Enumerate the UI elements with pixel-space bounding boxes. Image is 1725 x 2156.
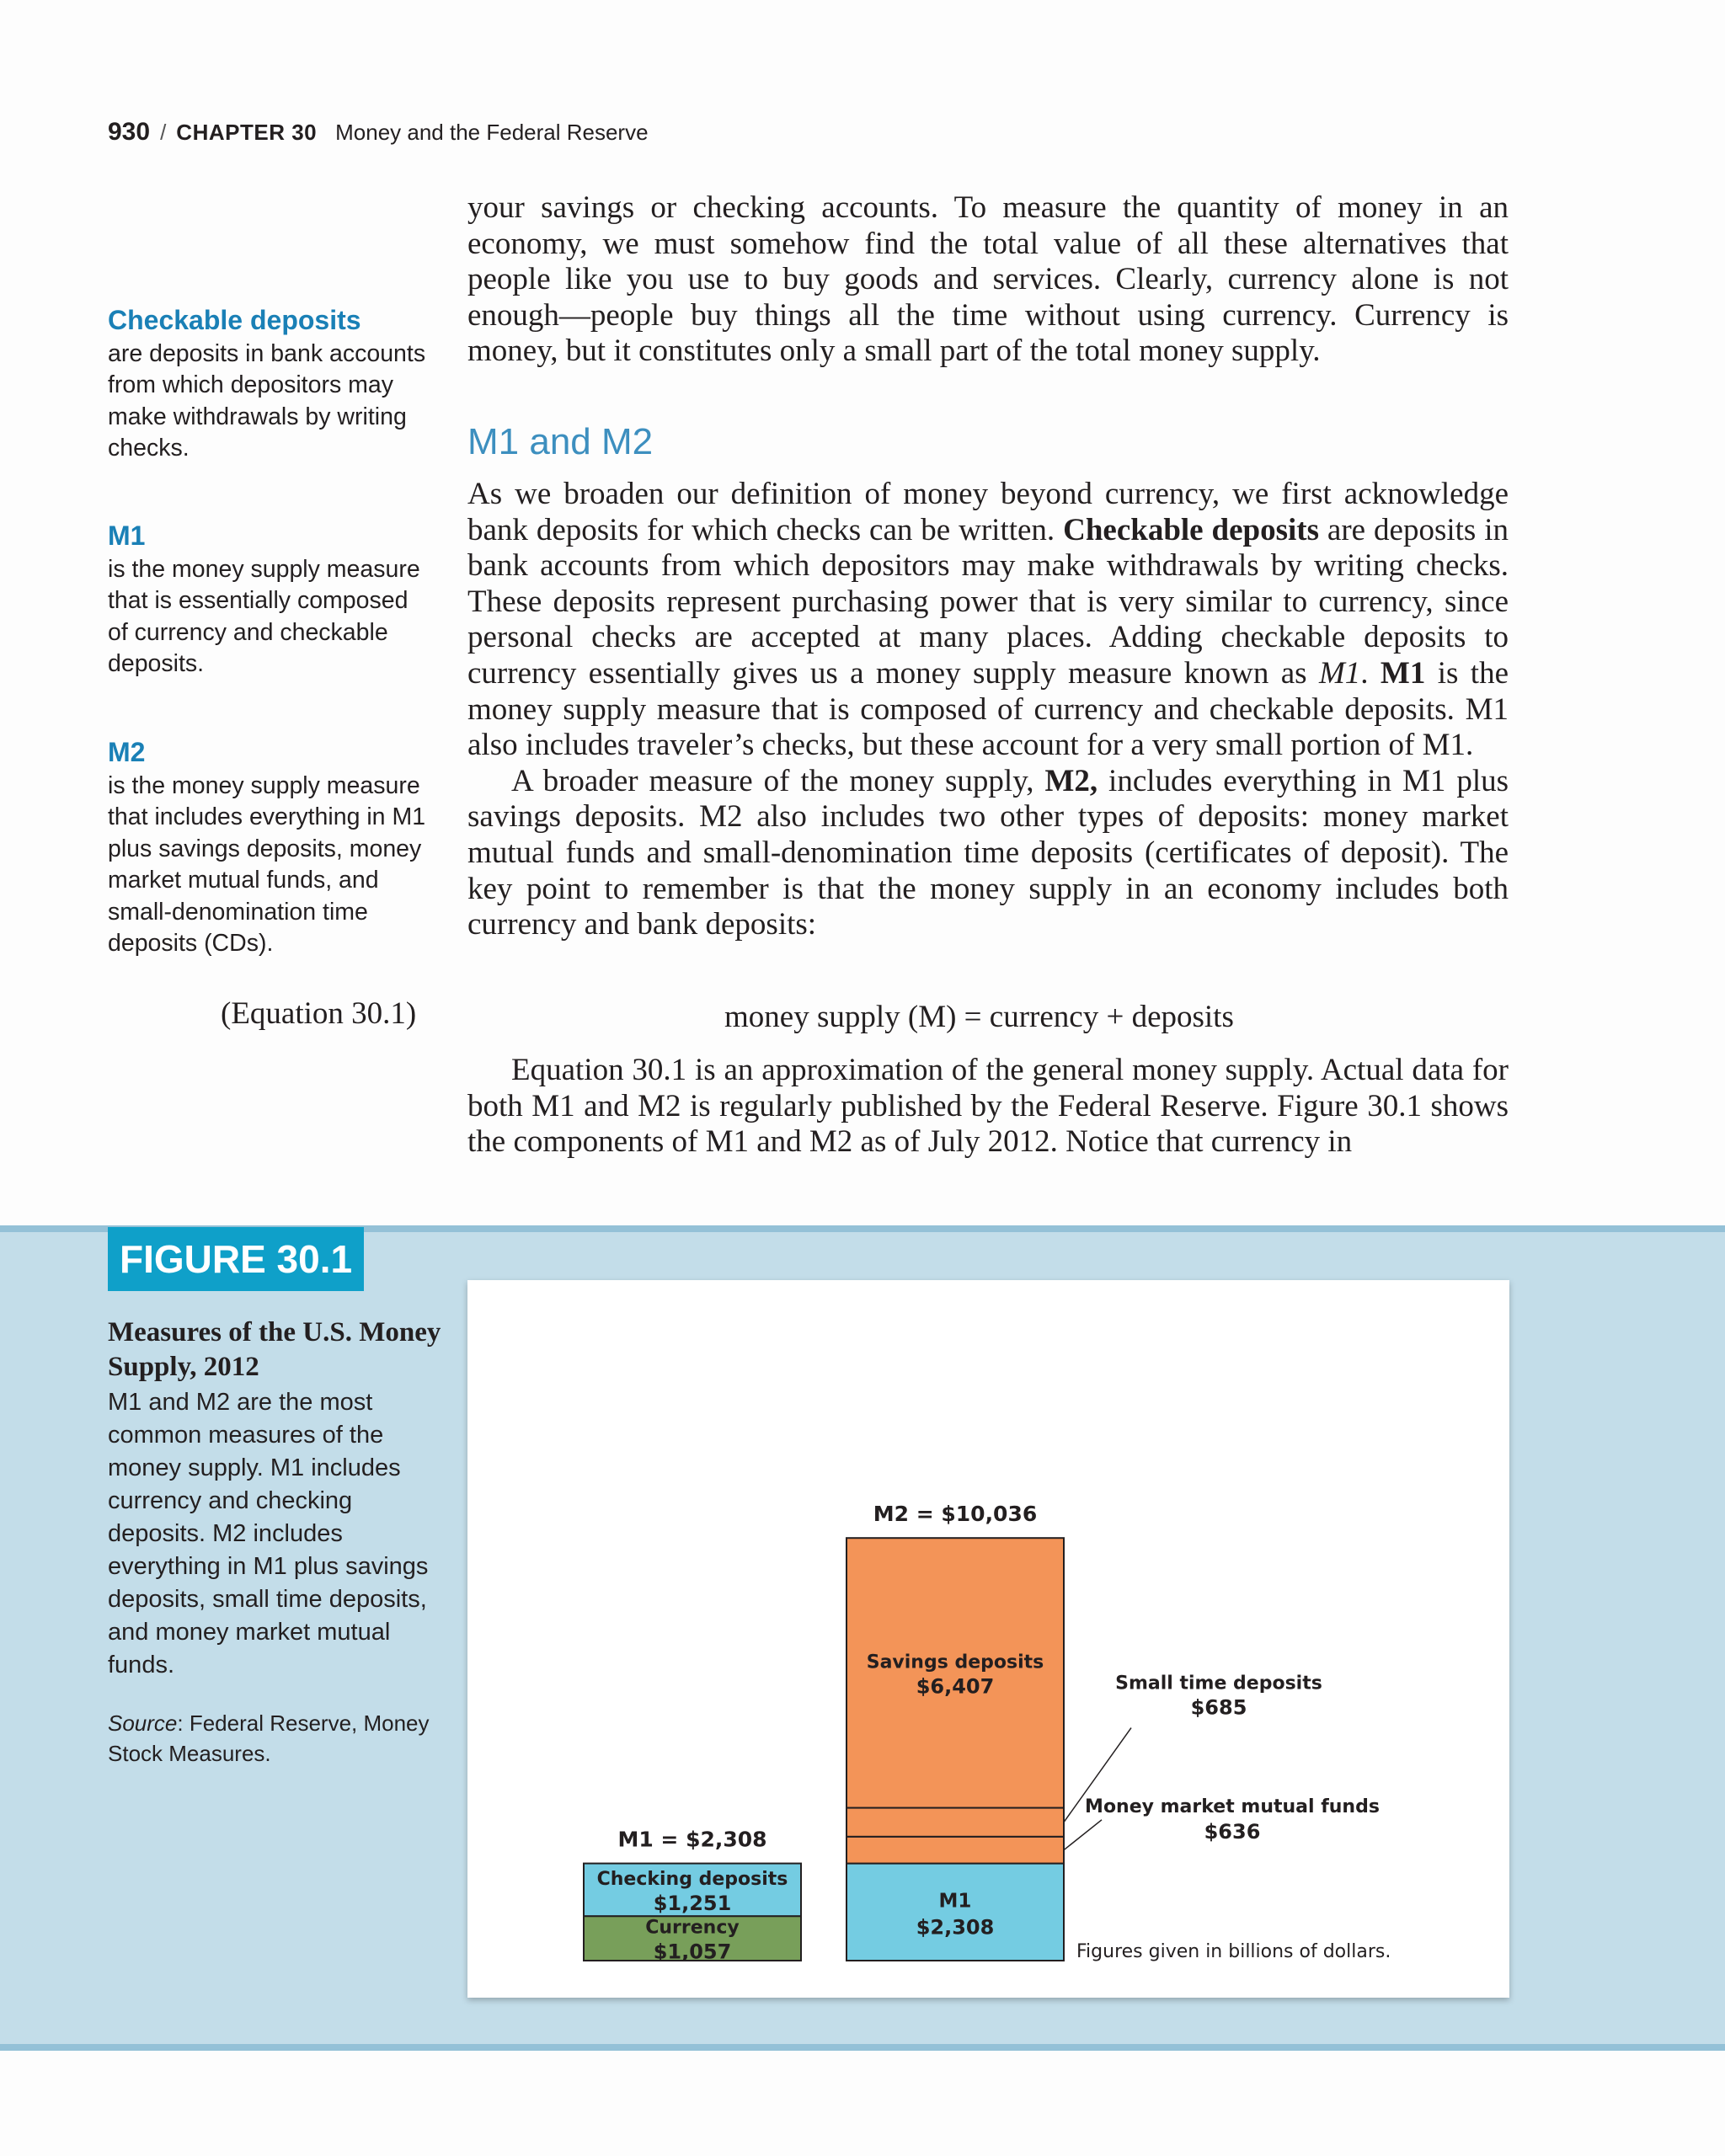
m2-segment-savings bbox=[846, 1538, 1064, 1807]
body-main-block bbox=[467, 477, 1509, 943]
chapter-number: CHAPTER 30 bbox=[176, 120, 318, 145]
source-text: : Federal Reserve, Money Stock Measures. bbox=[108, 1710, 430, 1766]
p2-bold-checkable: Checkable deposits bbox=[1063, 512, 1320, 547]
m1-label-checking-value: $1,251 bbox=[653, 1891, 732, 1915]
p2-text-2: are deposits in bank accounts from which depositors may make withdrawals by writing checks. These deposits represent purchasing power that is very similar to currency, since personal checks are accepted at many places. Adding checkable deposits to currency essentially gives us a money supply measure known as bbox=[467, 512, 1509, 691]
m2-label-m1-name: M1 bbox=[938, 1890, 972, 1913]
m1-label-currency-value: $1,057 bbox=[653, 1940, 732, 1964]
body-paragraph-4: Equation 30.1 is an approximation of the general money supply. Actual data for both M1 and M2 is regularly published by the Federal Reserve. Figure 30.1 shows the components of M1 and M2 as of July 2012. Notice that currency in bbox=[467, 1053, 1509, 1160]
source-label: Source bbox=[108, 1710, 178, 1736]
p2-text-4: is the money supply measure that is composed of currency and checkable deposits. M1 also includes traveler’s checks, but these account for a very small portion of M1. bbox=[467, 655, 1509, 763]
m2-total-label: M2 = $10,036 bbox=[873, 1502, 1038, 1527]
mmmf-callout-name: Money market mutual funds bbox=[1085, 1796, 1380, 1817]
margin-definition-m2 bbox=[108, 737, 432, 960]
body-paragraph-3 bbox=[467, 764, 1509, 943]
page-number: 930 bbox=[108, 118, 151, 146]
m2-label-savings-value: $6,407 bbox=[916, 1674, 995, 1699]
figure-source bbox=[108, 1708, 445, 1769]
body-paragraph-1: your savings or checking accounts. To measure the quantity of money in an economy, we must somehow find the total value of all these alternatives that people like you use to buy goods and services. Clearly, currency alone is not enough—people buy things all the time without using currency. Currency is money, but it constitutes only a small part of the total money supply. bbox=[467, 190, 1509, 369]
small-time-callout-value: $685 bbox=[1190, 1695, 1247, 1720]
p3-bold-m2: M2, bbox=[1044, 763, 1098, 798]
p2-italic-m1: M1 bbox=[1318, 655, 1361, 691]
margin-def-m1: is the money supply measure that is essentially composed of currency and checkable deposits. bbox=[108, 555, 420, 677]
margin-term-m1: M1 bbox=[108, 520, 146, 551]
margin-term-checkable: Checkable deposits bbox=[108, 305, 361, 335]
m1-label-currency-name: Currency bbox=[645, 1917, 740, 1939]
m1-label-checking-name: Checking deposits bbox=[596, 1868, 788, 1890]
m2-segment-small_time bbox=[846, 1808, 1064, 1837]
running-header bbox=[108, 118, 649, 147]
equation: money supply (M) = currency + deposits bbox=[724, 1000, 1234, 1034]
p3-text-2: includes everything in M1 plus savings deposits. M2 also includes two other types of deposits: money market mutual funds and small-denomination time deposits (certificates of deposit). The key point to remember is that the money supply in an economy includes both currency and bank deposits: bbox=[467, 763, 1509, 942]
m2-segment-mmmf bbox=[846, 1837, 1064, 1864]
section-heading: M1 and M2 bbox=[467, 421, 654, 462]
p2-text-3: . bbox=[1360, 655, 1381, 691]
margin-definition-checkable bbox=[108, 305, 432, 465]
figure-tag: FIGURE 30.1 bbox=[108, 1227, 364, 1291]
mmmf-callout-value: $636 bbox=[1204, 1819, 1261, 1844]
mmmf-callout-line bbox=[1064, 1820, 1102, 1850]
header-separator: / bbox=[160, 120, 167, 145]
p2-text-1: As we broaden our definition of money beyond currency, we first acknowledge bank deposits for which checks can be written. bbox=[467, 477, 1509, 547]
equation-label: (Equation 30.1) bbox=[221, 996, 417, 1031]
m2-label-m1-value: $2,308 bbox=[916, 1915, 995, 1940]
chart-panel bbox=[467, 1280, 1509, 1998]
small-time-callout-name: Small time deposits bbox=[1115, 1673, 1322, 1694]
chart-note: Figures given in billions of dollars. bbox=[1076, 1941, 1391, 1962]
body-paragraph-4-block bbox=[467, 1053, 1509, 1161]
m1-total-label: M1 = $2,308 bbox=[617, 1827, 767, 1852]
margin-definition-m1 bbox=[108, 520, 432, 680]
p3-text-1: A broader measure of the money supply, bbox=[511, 763, 1045, 798]
body-paragraph-1-block bbox=[467, 190, 1509, 370]
figure-title: Measures of the U.S. Money Supply, 2012 bbox=[108, 1317, 441, 1382]
money-supply-chart bbox=[467, 1280, 1509, 1998]
p2-bold-m1: M1 bbox=[1380, 655, 1426, 691]
margin-term-m2: M2 bbox=[108, 737, 146, 767]
m2-label-savings-name: Savings deposits bbox=[866, 1652, 1044, 1673]
figure-caption: M1 and M2 are the most common measures of the money supply. M1 includes currency and checking deposits. M2 includes everything in M1 plus savings deposits, small time deposits, and money market mutual funds. bbox=[108, 1389, 429, 1678]
margin-def-m2: is the money supply measure that includes everything in M1 plus savings deposits, money market mutual funds, and small-denomination time deposits (CDs). bbox=[108, 771, 426, 957]
margin-def-checkable: are deposits in bank accounts from which depositors may make withdrawals by writing checks. bbox=[108, 339, 426, 462]
chapter-title: Money and the Federal Reserve bbox=[335, 120, 649, 145]
body-paragraph-2 bbox=[467, 477, 1509, 764]
